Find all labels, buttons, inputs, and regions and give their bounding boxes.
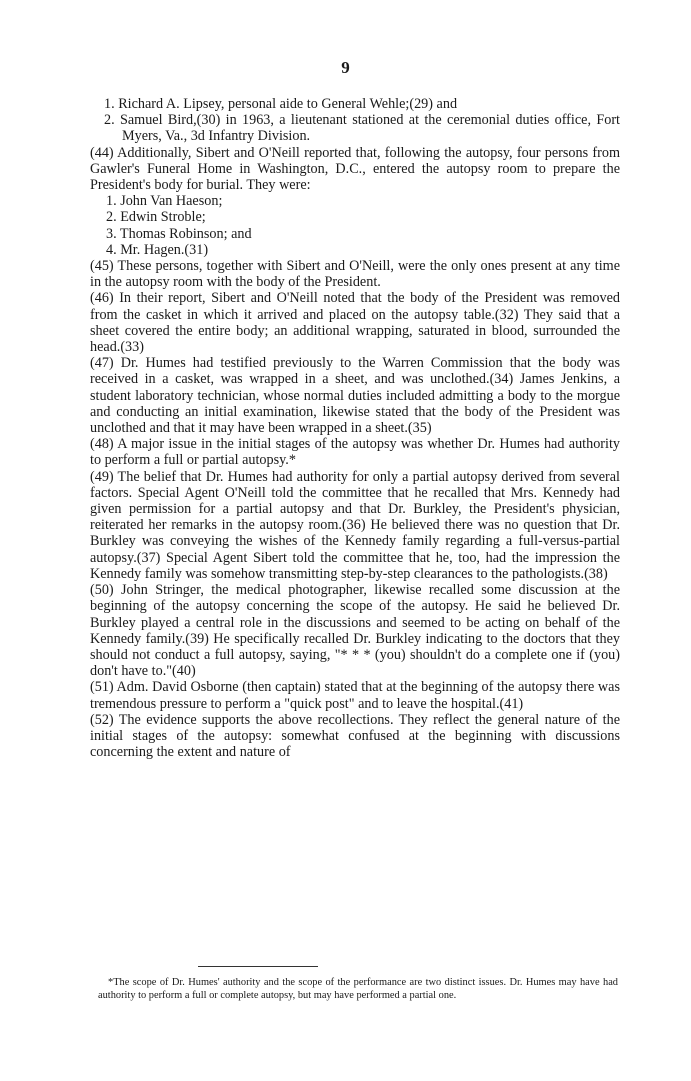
footnote [98,976,618,1002]
paragraph-51: (51) Adm. David Osborne (then captain) stated that at the beginning of the autopsy there was tremendous pressure to perform a "quick post" and to leave the hospital.(41) [90,679,620,712]
list-item: 2. Edwin Stroble; [106,209,206,226]
footnote-text: *The scope of Dr. Humes' authority and the scope of the performance are two distinct issues. Dr. Humes may have had authority to perform a full or complete autopsy, but may have performed a partial one. [98,977,618,1002]
body-text [90,96,620,760]
paragraph-49: (49) The belief that Dr. Humes had authority for only a partial autopsy derived from several factors. Special Agent O'Neill told the committee that he recalled that Mrs. Kennedy had given permission for a partial autopsy and that Dr. Burkley, the President's physician, reiterated her remarks in the autopsy room.(36) He believed there was no question that Dr. Burkley was conveying the wishes of the Kennedy family regarding a full-versus-partial autopsy.(37) Special Agent Sibert told the committee that he, too, had the impression the Kennedy family was somehow transmitting step-by-step clearances to the pathologists.(38) [90,468,620,582]
list-item: 4. Mr. Hagen.(31) [106,241,209,258]
list-item: 2. Samuel Bird,(30) in 1963, a lieutenant stationed at the ceremonial duties office, Fort Myers, Va., 3d Infantry Division. [104,112,620,145]
footnote-divider [198,966,318,967]
paragraph-48: (48) A major issue in the initial stages of the autopsy was whether Dr. Humes had authority to perform a full or partial autopsy.* [90,436,620,469]
list-item: 1. Richard A. Lipsey, personal aide to General Wehle;(29) and [104,96,458,112]
list-funeral-home-persons [90,193,620,258]
list-item: 3. Thomas Robinson; and [106,225,252,242]
paragraph-44: (44) Additionally, Sibert and O'Neill reported that, following the autopsy, four persons from Gawler's Funeral Home in Washington, D.C., entered the autopsy room to prepare the President's body for burial. They were: [90,144,620,194]
paragraph-45: (45) These persons, together with Sibert and O'Neill, were the only ones present at any time in the autopsy room with the body of the President. [90,258,620,291]
paragraph-52: (52) The evidence supports the above recollections. They reflect the general nature of the initial stages of the autopsy: somewhat confused at the beginning with discussions concerning the extent and nature of [90,711,620,761]
list-item: 1. John Van Haeson; [106,193,223,210]
list-autopsy-attendees-continued [90,96,620,145]
page-number: 9 [341,58,350,77]
paragraph-46: (46) In their report, Sibert and O'Neill noted that the body of the President was removed from the casket in which it arrived and placed on the autopsy table.(32) They said that a sheet covered the entire body; an additional wrapping, saturated in blood, surrounded the head.(33) [90,290,620,356]
paragraph-47: (47) Dr. Humes had testified previously to the Warren Commission that the body was received in a casket, was wrapped in a sheet, and was unclothed.(34) James Jenkins, a student laboratory technician, whose normal duties included admitting a body to the morgue and conducting an initial examination, likewise stated that the body of the President was unclothed and that it may have been wrapped in a sheet.(35) [90,355,620,437]
paragraph-50: (50) John Stringer, the medical photographer, likewise recalled some discussion at the beginning of the autopsy concerning the scope of the autopsy. He said he believed Dr. Burkley played a central role in the discussions and seemed to be acting on behalf of the Kennedy family.(39) He specifically recalled Dr. Burkley indicating to the doctors that they should not conduct a full autopsy, saying, "* * * (you) shouldn't do a complete one if (you) don't have to."(40) [90,582,620,680]
